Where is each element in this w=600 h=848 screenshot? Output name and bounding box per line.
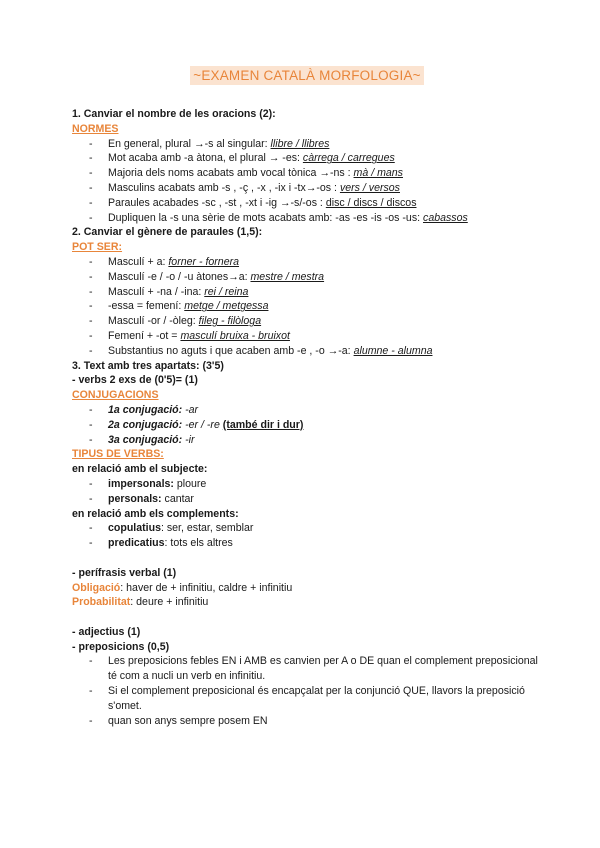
gender-list [72, 255, 542, 359]
probabilitat-line: Probabilitat: deure + infinitiu [72, 596, 209, 609]
adjectius-heading: - adjectius (1) [72, 625, 141, 638]
title-wrap [72, 66, 542, 85]
list-item: - Majoria dels noms acabats amb vocal tònica →-ns : mà / mans [89, 167, 403, 180]
tipus-verbs-label: TIPUS DE VERBS: [72, 448, 164, 461]
list-item: - predicatius: tots els altres [89, 537, 233, 550]
document-page [72, 66, 542, 728]
preposicions-heading: - preposicions (0,5) [72, 640, 170, 653]
normes-label: NORMES [72, 122, 119, 135]
list-item: - En general, plural →-s al singular: llibre / llibres [89, 137, 330, 150]
section-1-heading: 1. Canviar el nombre de les oracions (2): [72, 108, 276, 120]
list-item: - Paraules acabades -sc , -st , -xt i -ig →-s/-os : disc / discs / discos [89, 196, 417, 209]
list-item: - 2a conjugació: -er / -re (també dir i dur) [89, 418, 304, 431]
list-item: - 1a conjugació: -ar [89, 403, 199, 416]
pot-ser-label: POT SER: [72, 241, 123, 254]
list-item: - impersonals: ploure [89, 477, 207, 490]
complements-heading: en relació amb els complements: [72, 507, 239, 520]
verbs-heading: - verbs 2 exs de (0'5)= (1) [72, 374, 198, 387]
conjugacions-label: CONJUGACIONS [72, 389, 159, 402]
list-item: - Masculí -e / -o / -u àtones→a: mestre / mestra [89, 270, 325, 283]
list-item: - Si el complement preposicional és encapçalat per la conjunció QUE, llavors la preposició s'omet. [89, 685, 525, 712]
list-item: - Masculí + -na / -ina: rei / reina [89, 285, 249, 298]
list-item: - Mot acaba amb -a àtona, el plural → -es: càrrega / carregues [89, 152, 395, 165]
list-item: - Masculí + a: forner - fornera [89, 255, 240, 268]
list-item: - Les preposicions febles EN i AMB es canvien per A o DE quan el complement preposicional té com a nucli un verb en infinitiu. [89, 655, 538, 683]
conjugacions-list [72, 403, 542, 447]
subject-heading: en relació amb el subjecte: [72, 463, 208, 476]
list-item: - quan son anys sempre posem EN [89, 714, 268, 727]
list-item: - Dupliquen la -s una sèrie de mots acabats amb: -as -es -is -os -us: cabassos [89, 211, 468, 224]
obligacio-line: Obligació: haver de + infinitiu, caldre + infinitiu [72, 581, 293, 594]
section-3-heading: 3. Text amb tres apartats: (3'5) [72, 359, 224, 372]
list-item: - Masculins acabats amb -s , -ç , -x , -ix i -tx→-os : vers / versos [89, 181, 400, 194]
list-item: - Substantius no aguts i que acaben amb -e , -o →-a: alumne - alumna [89, 344, 433, 357]
perifrasis-heading: - perífrasis verbal (1) [72, 566, 177, 579]
list-item: - 3a conjugació: -ir [89, 433, 195, 446]
list-item: - copulatius: ser, estar, semblar [89, 522, 254, 535]
list-item: - personals: cantar [89, 492, 194, 505]
list-item: - Femení + -ot = masculí bruixa - bruixot [89, 329, 290, 342]
list-item: - -essa = femení: metge / metgessa [89, 300, 269, 313]
normes-list [72, 137, 542, 226]
preposicions-list [72, 654, 542, 728]
section-2-heading: 2. Canviar el gènere de paraules (1,5): [72, 226, 263, 239]
document-title: ~EXAMEN CATALÀ MORFOLOGIA~ [190, 66, 424, 85]
list-item: - Masculí -or / -òleg: fileg - filòloga [89, 315, 262, 328]
